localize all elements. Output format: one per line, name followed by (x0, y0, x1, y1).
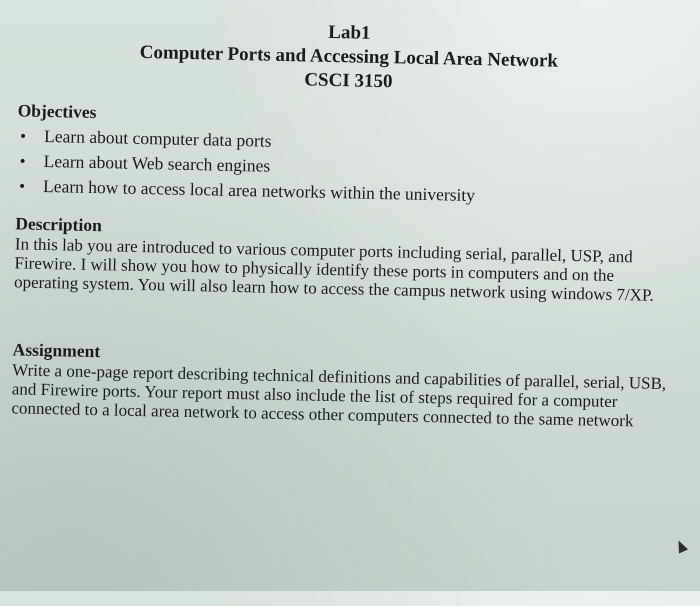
description-text: In this lab you are introduced to various computer ports including serial, parallel, USP, and Firewire. I will show you how to physically identify these ports in computers and on the operating system. You will also learn how to access the campus network using windows 7/XP. (13, 234, 654, 305)
assignment-section (11, 338, 673, 431)
objectives-section (16, 99, 678, 212)
course-code: CSCI 3150 (304, 69, 393, 93)
bullet-icon: • (19, 151, 26, 171)
assignment-heading: Assignment (12, 339, 101, 362)
objective-text: Learn about computer data ports (43, 125, 272, 151)
document-header (0, 14, 700, 101)
objective-text: Learn about Web search engines (43, 150, 271, 176)
objectives-heading: Objectives (17, 100, 97, 123)
lab-number: Lab1 (328, 21, 371, 44)
assignment-text: Write a one-page report describing technical definitions and capabilities of parallel, serial, USB, and Firewire ports. Your report must also include the list of steps required for a computer connected to a local area network to access other computers connected to the same network (11, 360, 667, 431)
description-heading: Description (15, 213, 103, 236)
description-section (14, 212, 676, 305)
lab-title: Computer Ports and Accessing Local Area Network (139, 41, 559, 72)
bullet-icon: • (19, 126, 27, 146)
bullet-icon: • (18, 176, 26, 196)
objectives-list (16, 123, 677, 212)
objective-text: Learn how to access local area networks within the university (42, 175, 476, 205)
